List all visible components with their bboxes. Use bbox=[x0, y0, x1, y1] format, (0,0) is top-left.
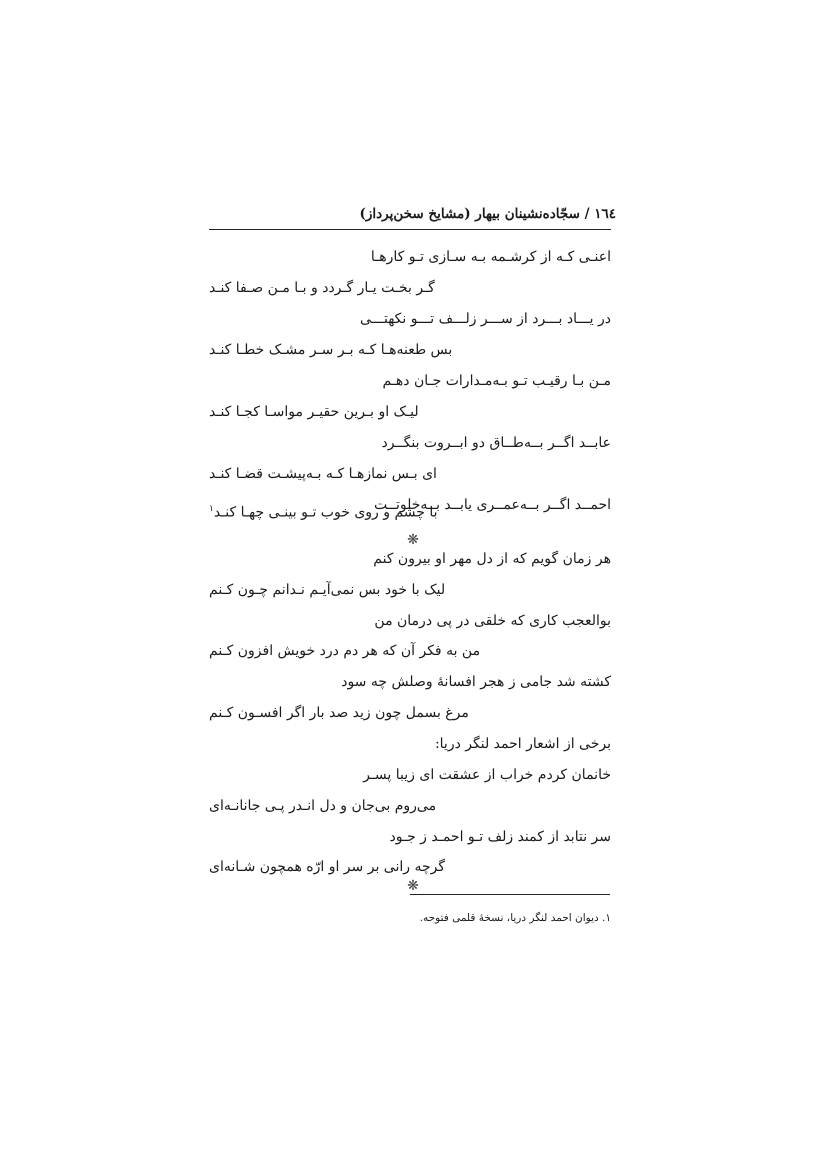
verse-line: گرچه رانی بر سر او ارّه همچون شـانه‌ای bbox=[209, 859, 446, 875]
footnote-text: ١. دیوان احمد لنگر دریا، نسخهٔ قلمی فتوحه. bbox=[419, 912, 611, 924]
header-rule bbox=[209, 229, 611, 230]
verse-line-with-note bbox=[209, 499, 438, 523]
verse-line: بس طعنه‌هـا کـه بـر سـر مشـک خطـا کنـد bbox=[209, 342, 453, 358]
verse-line: بوالعجب کاری که خلقی در پی درمان من bbox=[374, 613, 611, 629]
verse-line: سر نتابد از کمند زلف تـو احمـد ز جـود bbox=[389, 829, 611, 845]
intro-paragraph: برخی از اشعار احمد لنگر دریا: bbox=[434, 736, 611, 752]
footnote-marker[interactable]: ١ bbox=[209, 504, 214, 514]
separator-ornament: ❋ bbox=[407, 532, 419, 548]
verse-line: لیـک او بـرین حقیـر مواسـا کجـا کنـد bbox=[209, 404, 419, 420]
verse-line: مـن بـا رقیـب تـو بـه‌مـدارات جـان دهـم bbox=[382, 373, 611, 389]
separator-ornament: ❋ bbox=[407, 878, 419, 894]
verse-line: می‌روم بی‌جان و دل انـدر پـی جانانـه‌ای bbox=[209, 798, 437, 814]
verse-line: در یـــاد بـــرد از ســـر زلـــف تـــو نکهتـــی bbox=[360, 311, 611, 327]
verse-line: مرغ بسمل چون زید صد بار اگر افسـون کـنم bbox=[209, 705, 469, 721]
verse-line: احمــد اگــر بــه‌عمــری یابــد بــه‌خلوتــت bbox=[374, 497, 611, 513]
running-header: ١٦٤ / سجّاده‌نشینان بیهار (مشایخ سخن‌پرداز) bbox=[359, 206, 616, 222]
verse-line: کشته شد جامی ز هجر افسانهٔ وصلش چه سود bbox=[341, 674, 611, 690]
verse-line-text: با چشم و روی خوب تـو بینـی چهـا کنـد bbox=[213, 504, 438, 521]
verse-line: اعنـی کـه از کرشـمه بـه سـازی تـو کارهـا bbox=[370, 249, 611, 265]
verse-line: لیک با خود بس نمی‌آیـم نـدانم چـون کـنم bbox=[209, 582, 446, 598]
verse-line: هر زمان گویم که از دل مهر او بیرون کنم bbox=[373, 551, 611, 567]
verse-line: گـر بخـت یـار گـردد و بـا مـن صـفا کنـد bbox=[209, 280, 435, 296]
verse-line: من به فکر آن که هر دم درد خویش افزون کـنم bbox=[209, 643, 481, 659]
verse-line: عابــد اگــر بــه‌طــاق دو ابــروت بنگــرد bbox=[381, 435, 611, 451]
footnote-rule bbox=[410, 894, 610, 895]
verse-line: خانمان کردم خراب از عشقت ای زیبا پسـر bbox=[363, 767, 611, 783]
verse-line: ای بـس نمازهـا کـه بـه‌پیشـت قضـا کنـد bbox=[209, 466, 437, 482]
